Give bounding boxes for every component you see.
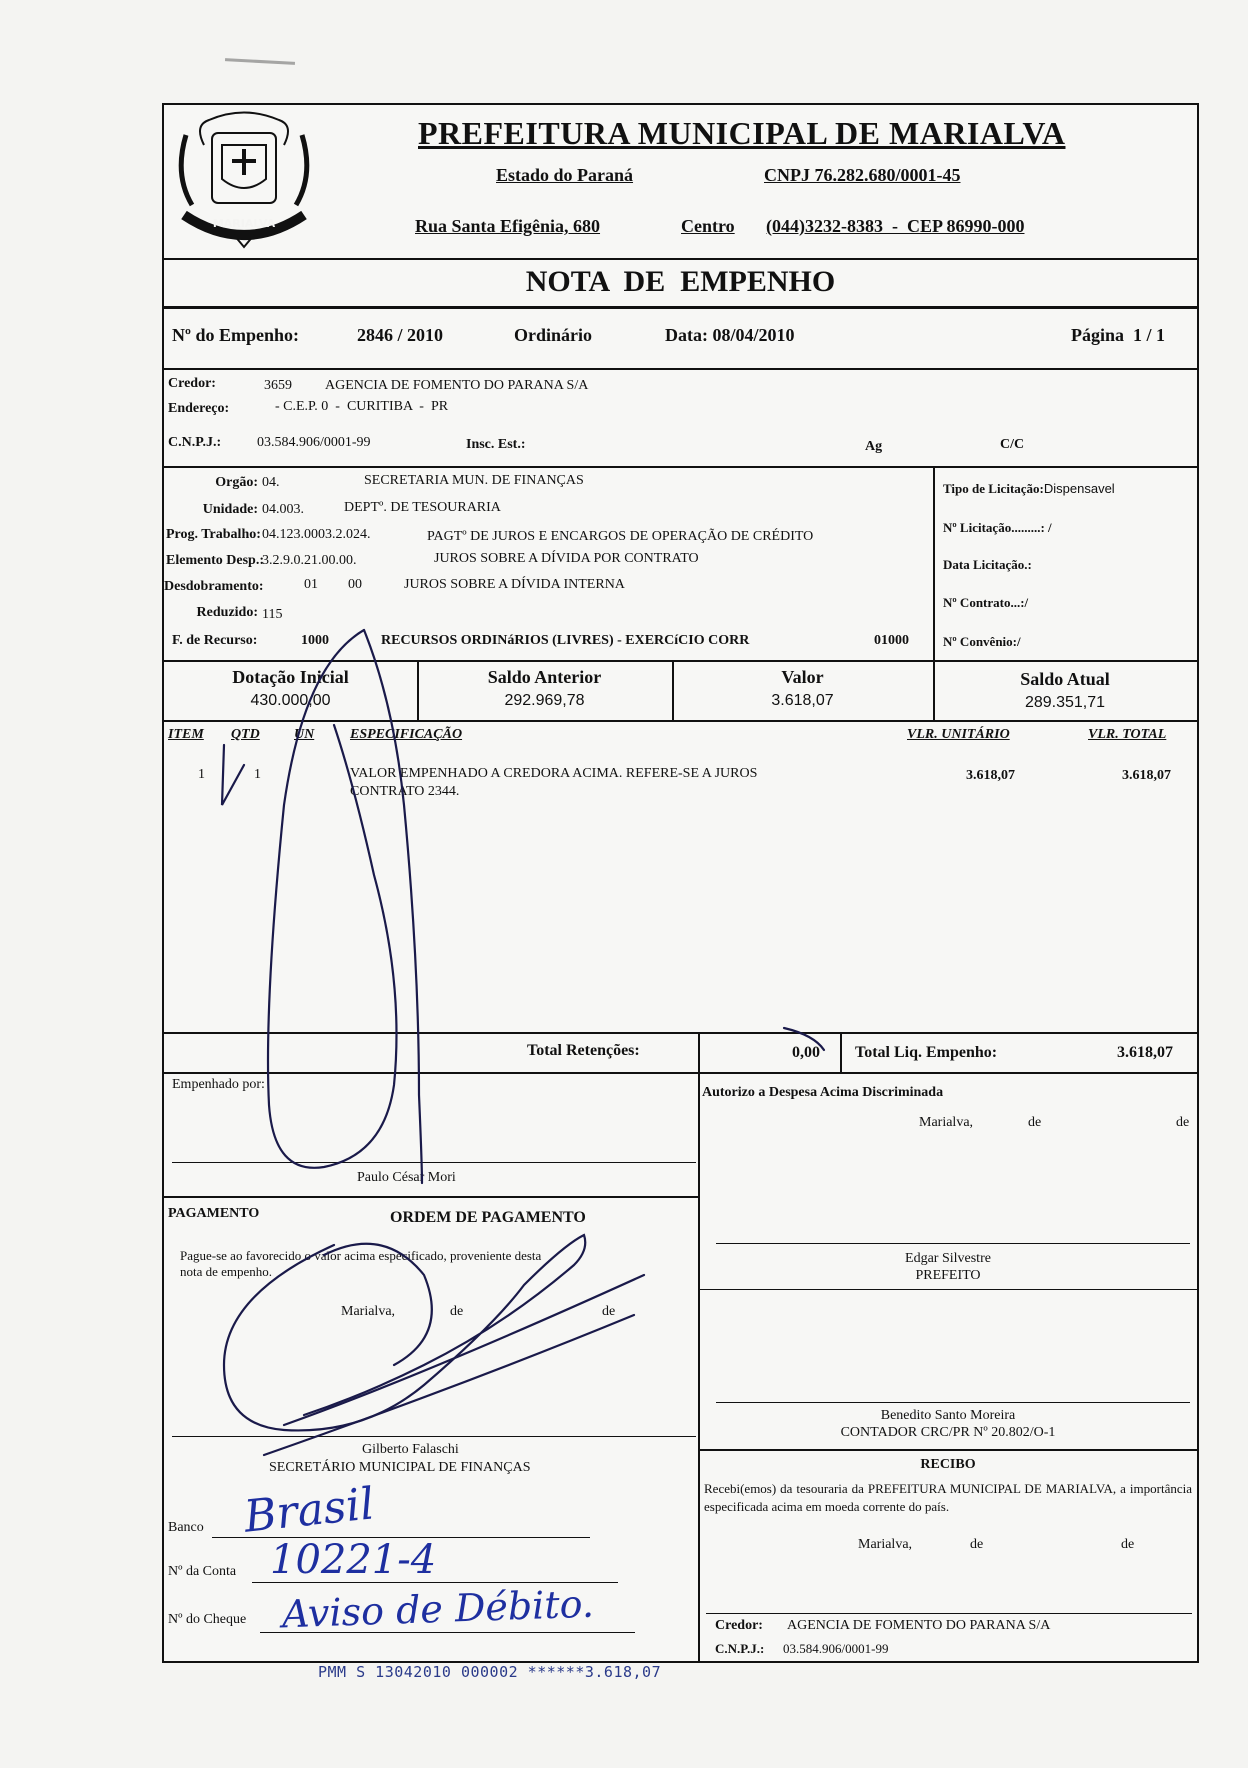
recibo-de-1: de: [970, 1537, 984, 1552]
autorizo-label: Autorizo a Despesa Acima Discriminada: [702, 1085, 944, 1100]
desdobramento-name: JUROS SOBRE A DÍVIDA INTERNA: [404, 577, 625, 592]
page-number: Página 1 / 1: [1071, 325, 1166, 345]
liquid-total-value: 3.618,07: [1117, 1044, 1173, 1061]
table-row-spec-1: VALOR EMPENHADO A CREDORA ACIMA. REFERE-SE A JUROS: [350, 766, 758, 781]
recurso-code-2: 01000: [874, 633, 909, 648]
document-title: NOTA DE EMPENHO: [525, 265, 836, 298]
credor-label: Credor:: [168, 376, 216, 391]
table-row-qtd: 1: [254, 767, 261, 782]
orgao-name: SECRETARIA MUN. DE FINANÇAS: [364, 473, 584, 488]
convenio-number: Nº Convênio:/: [943, 634, 1021, 649]
ordem-pagamento-title: ORDEM DE PAGAMENTO: [390, 1209, 586, 1226]
pagamento-text-2: nota de empenho.: [180, 1264, 273, 1279]
col-spec: ESPECIFICAÇÃO: [350, 727, 463, 742]
recibo-title: RECIBO: [920, 1457, 976, 1472]
unidade-name: DEPTº. DE TESOURARIA: [344, 500, 501, 515]
col-qtd: QTD: [231, 727, 260, 742]
licitacao-type-value: Dispensavel: [1043, 481, 1115, 496]
account-number-value: 10221-4: [270, 1537, 437, 1583]
recibo-credor-label: Credor:: [715, 1618, 763, 1633]
contract-number: Nº Contrato...:/: [943, 595, 1029, 610]
reduzido-label: Reduzido:: [196, 605, 258, 620]
empenho-type: Ordinário: [514, 325, 593, 345]
table-row-spec-2: CONTRATO 2344.: [350, 784, 460, 799]
desdobramento-label: Desdobramento:: [164, 579, 264, 594]
licitacao-type-caption: Tipo de Licitação:: [943, 481, 1044, 496]
col-item: ITEM: [168, 727, 204, 742]
contador-signer: Benedito Santo Moreira: [880, 1408, 1016, 1423]
header-phone-cep: (044)3232-8383 - CEP 86990-000: [766, 216, 1025, 236]
cheque-label: Nº do Cheque: [168, 1612, 247, 1627]
recibo-city: Marialva,: [858, 1537, 913, 1552]
dotacao-value: 430.000,00: [250, 692, 331, 709]
orgao-label: Orgão:: [215, 475, 258, 490]
col-unit-value: VLR. UNITÁRIO: [907, 727, 1010, 742]
agency-label: Ag: [865, 439, 883, 454]
saldo-atual-label: Saldo Atual: [1020, 669, 1110, 689]
recibo-text: Recebi(emos) da tesouraria da PREFEITURA MUNICIPAL DE MARIALVA, a importância especificada acima em moeda corrente do país.: [704, 1481, 1192, 1514]
recibo-cnpj-label: C.N.P.J.:: [715, 1641, 765, 1656]
reduzido-value: 115: [262, 607, 283, 622]
secretary-signer: Gilberto Falaschi: [362, 1442, 459, 1457]
table-row-item: 1: [198, 767, 205, 782]
empenho-number-value: 2846 / 2010: [357, 325, 444, 345]
recurso-label: F. de Recurso:: [172, 633, 258, 648]
pagamento-de-1: de: [450, 1304, 464, 1319]
autorizo-de-1: de: [1028, 1115, 1042, 1130]
pagamento-de-2: de: [602, 1304, 616, 1319]
empenho-form: [162, 103, 1199, 1663]
bank-label: Banco: [168, 1520, 204, 1535]
licitacao-date: Data Licitação.:: [943, 557, 1032, 572]
empenhado-label: Empenhado por:: [172, 1077, 265, 1092]
prefeito-role: PREFEITO: [915, 1268, 981, 1283]
scan-mark: [225, 58, 295, 65]
credor-name: AGENCIA DE FOMENTO DO PARANA S/A: [325, 378, 589, 393]
col-un: UN: [294, 727, 315, 742]
recibo-credor-name: AGENCIA DE FOMENTO DO PARANA S/A: [787, 1618, 1051, 1633]
account-label: C/C: [1000, 437, 1025, 452]
retencoes-label: Total Retenções:: [527, 1042, 640, 1059]
table-row-unit-value: 3.618,07: [966, 768, 1015, 783]
header-title: PREFEITURA MUNICIPAL DE MARIALVA: [418, 115, 1066, 151]
empenhado-signer: Paulo César Mori: [357, 1170, 456, 1185]
autorizo-city: Marialva,: [919, 1115, 974, 1130]
pagamento-label: PAGAMENTO: [168, 1206, 260, 1221]
prog-name: PAGTº DE JUROS E ENCARGOS DE OPERAÇÃO DE CRÉDITO: [427, 529, 814, 544]
header-address: Rua Santa Efigênia, 680: [415, 216, 601, 236]
valor-value: 3.618,07: [771, 692, 834, 709]
empenho-number-label: Nº do Empenho:: [172, 325, 299, 345]
insc-est-label: Insc. Est.:: [466, 437, 526, 452]
valor-label: Valor: [781, 667, 824, 687]
unidade-label: Unidade:: [202, 502, 258, 517]
orgao-code: 04.: [262, 475, 280, 490]
desdobramento-code-1: 01: [304, 577, 318, 592]
liquid-total-label: Total Liq. Empenho:: [855, 1044, 998, 1061]
elemento-code: 3.2.9.0.21.00.00.: [262, 553, 357, 568]
pagamento-city: Marialva,: [341, 1304, 396, 1319]
licitacao-number: Nº Licitação.........: /: [943, 520, 1052, 535]
address-label: Endereço:: [168, 401, 230, 416]
credor-cnpj-value: 03.584.906/0001-99: [257, 435, 371, 450]
elemento-name: JUROS SOBRE A DÍVIDA POR CONTRATO: [434, 551, 699, 566]
saldo-anterior-label: Saldo Anterior: [487, 667, 602, 687]
secretary-role: SECRETÁRIO MUNICIPAL DE FINANÇAS: [269, 1460, 531, 1475]
handwritten-strokes: [164, 105, 1197, 1661]
autorizo-de-2: de: [1176, 1115, 1190, 1130]
saldo-atual-value: 289.351,71: [1024, 694, 1106, 711]
bank-value: Brasil: [241, 1478, 377, 1543]
col-total-value: VLR. TOTAL: [1088, 727, 1167, 742]
crest-label: MARIALVA: [212, 217, 276, 230]
dotacao-label: Dotação Inicial: [232, 667, 349, 687]
pagamento-text-1: Pague-se ao favorecido o valor acima especificado, proveniente desta: [180, 1248, 542, 1263]
cheque-value: Aviso de Débito.: [281, 1581, 595, 1637]
desdobramento-code-2: 00: [348, 577, 362, 592]
recurso-name: RECURSOS ORDINáRIOS (LIVRES) - EXERCíCIO CORR: [381, 633, 750, 648]
header-district: Centro: [681, 216, 735, 236]
recibo-cnpj-value: 03.584.906/0001-99: [783, 1641, 889, 1656]
elemento-label: Elemento Desp.:: [166, 553, 264, 568]
address-value: - C.E.P. 0 - CURITIBA - PR: [275, 399, 449, 414]
prog-label: Prog. Trabalho:: [166, 527, 261, 542]
recibo-de-2: de: [1121, 1537, 1135, 1552]
header-cnpj: CNPJ 76.282.680/0001-45: [764, 165, 961, 185]
empenho-date: Data: 08/04/2010: [665, 325, 795, 345]
contador-role: CONTADOR CRC/PR Nº 20.802/O-1: [840, 1425, 1056, 1440]
account-number-label: Nº da Conta: [168, 1564, 237, 1579]
recurso-code: 1000: [301, 633, 329, 648]
prog-code: 04.123.0003.2.024.: [262, 527, 371, 542]
saldo-anterior-value: 292.969,78: [504, 692, 585, 709]
retencoes-value: 0,00: [792, 1044, 820, 1061]
credor-code: 3659: [264, 378, 292, 393]
unidade-code: 04.003.: [262, 502, 304, 517]
prefeito-signer: Edgar Silvestre: [905, 1251, 991, 1266]
table-row-total-value: 3.618,07: [1122, 768, 1171, 783]
header-state: Estado do Paraná: [496, 165, 634, 185]
credor-cnpj-label: C.N.P.J.:: [168, 435, 222, 450]
cash-register-stamp: PMM S 13042010 000002 ******3.618,07: [318, 1663, 662, 1681]
